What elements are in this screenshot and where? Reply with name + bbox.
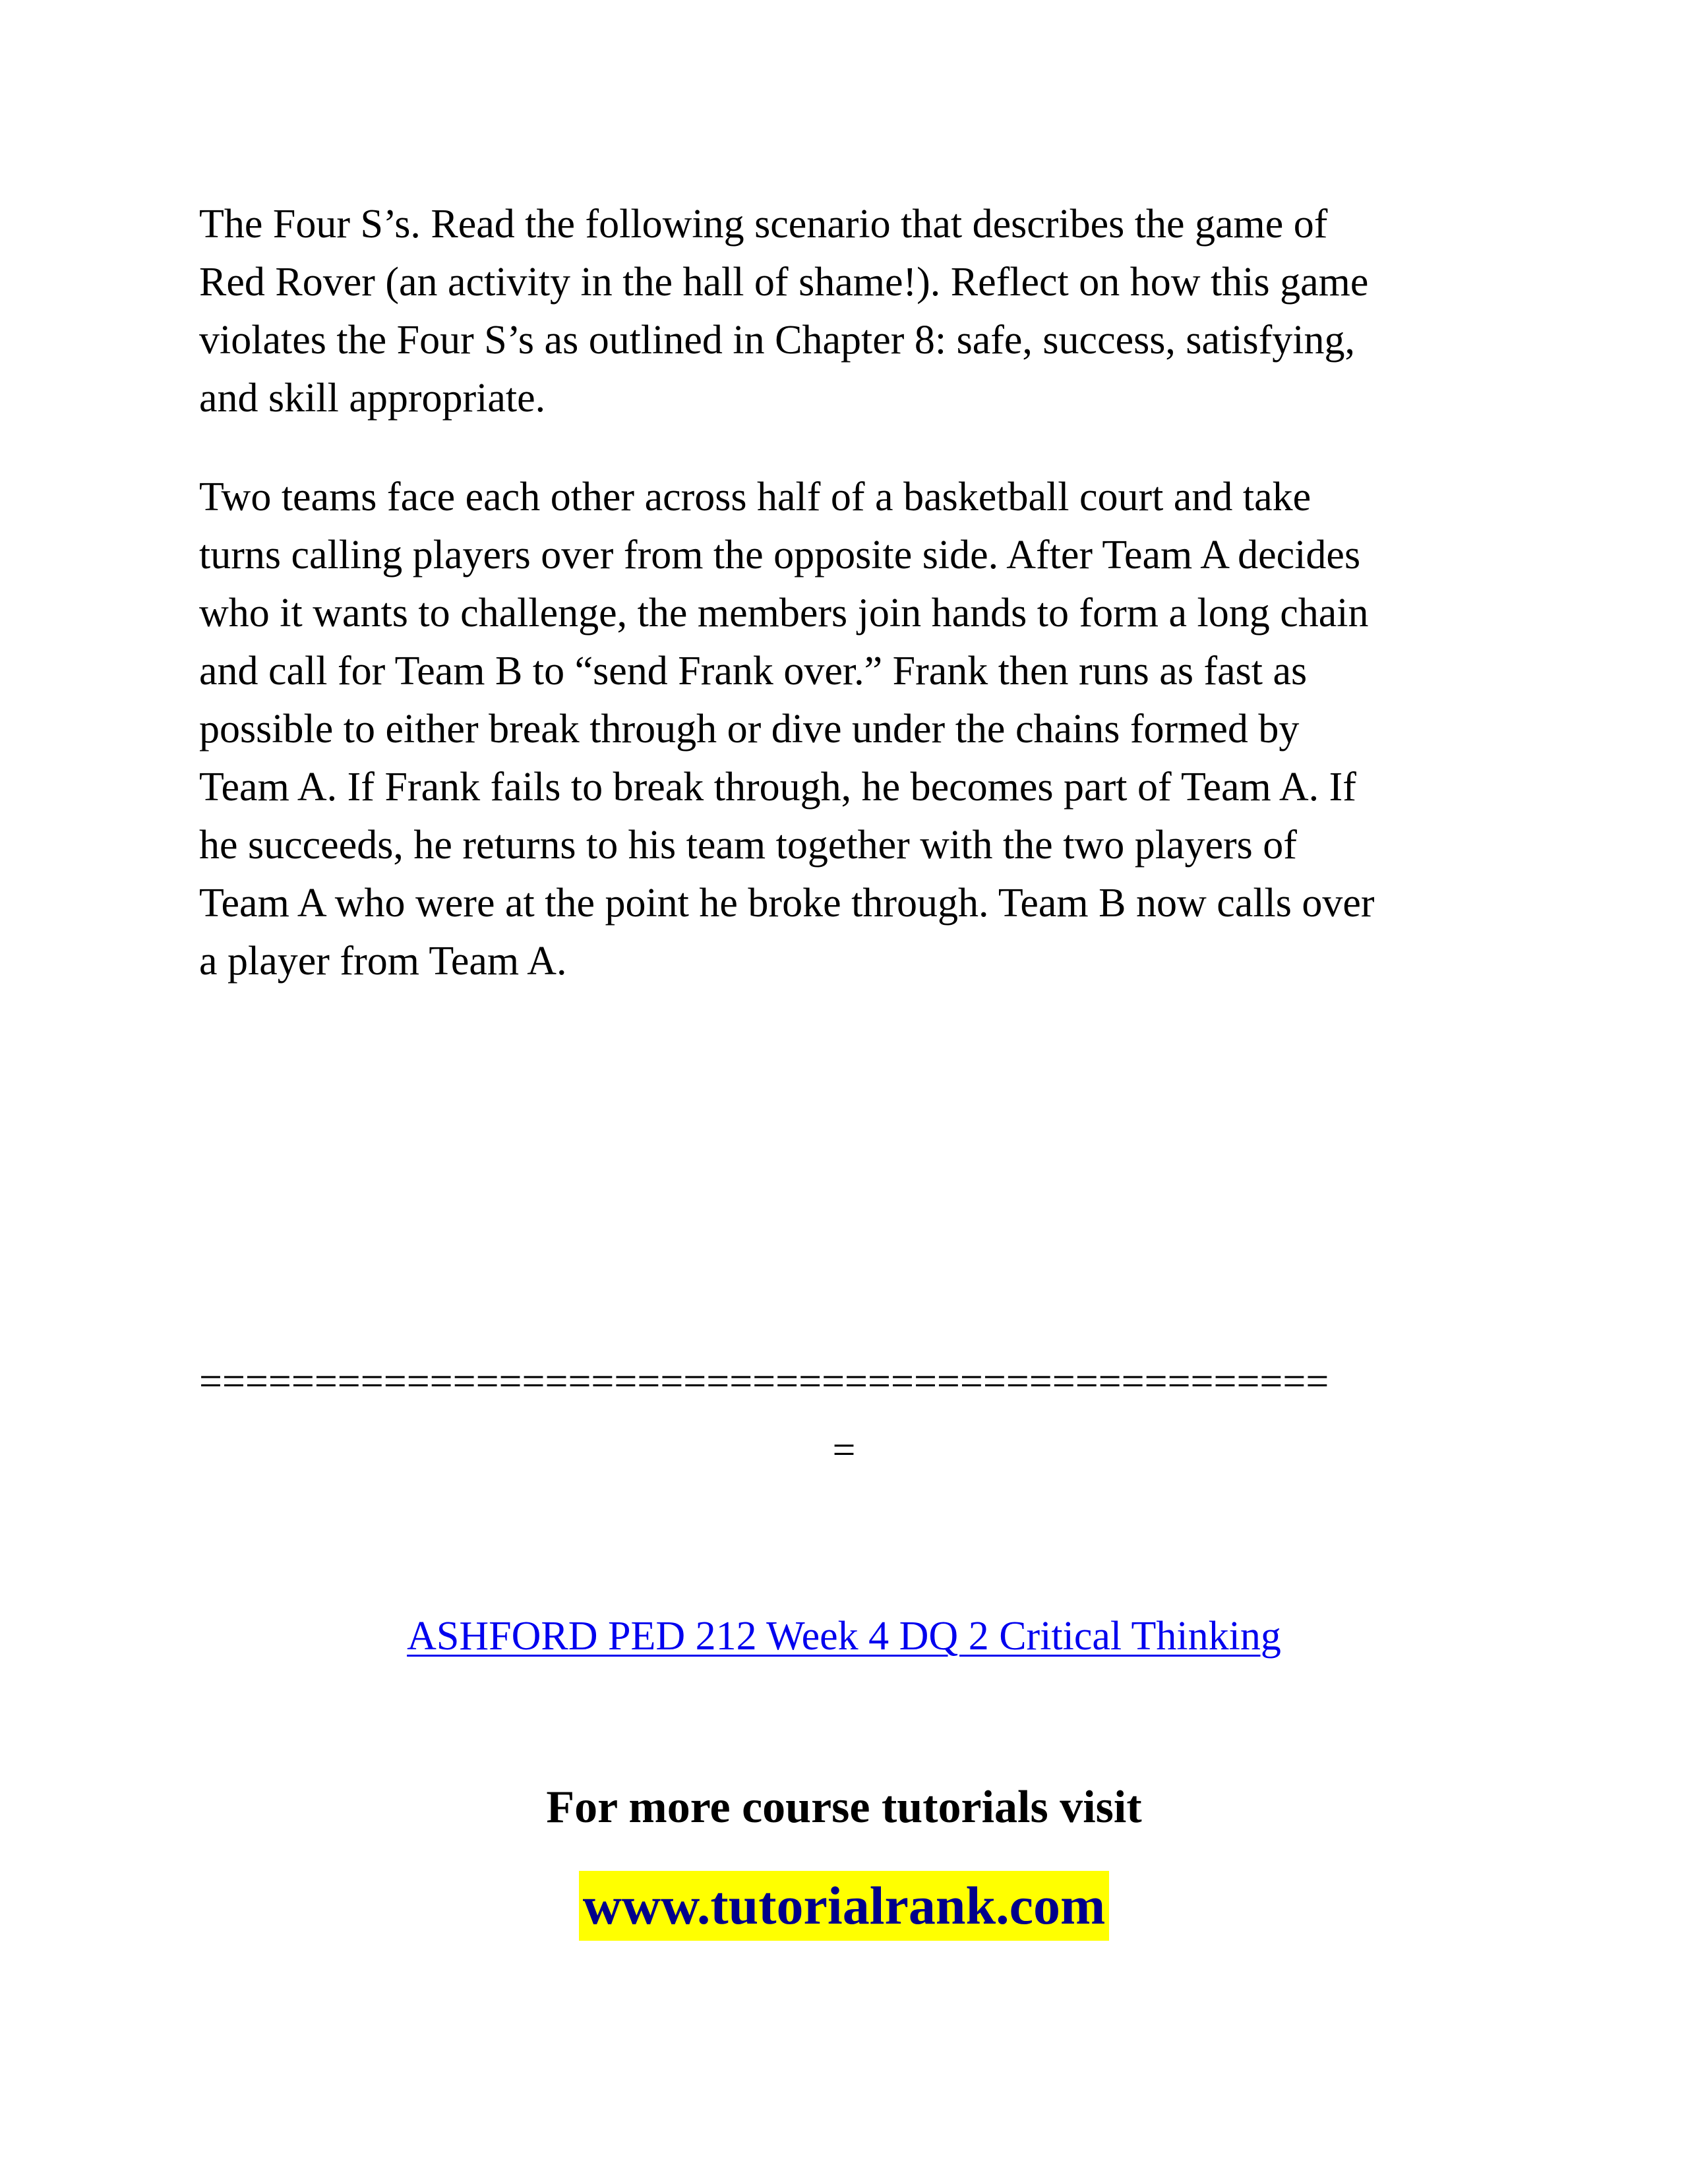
- paragraph-line: Red Rover (an activity in the hall of shame!). Reflect on how this game: [199, 260, 1369, 305]
- paragraph-line: Two teams face each other across half of a basketball court and take: [199, 475, 1311, 519]
- paragraph-line: he succeeds, he returns to his team together with the two players of: [199, 823, 1297, 868]
- promo-heading: For more course tutorials visit: [546, 1782, 1142, 1833]
- paragraph-line: Team A. If Frank fails to break through, he becomes part of Team A. If: [199, 765, 1356, 810]
- promo-url[interactable]: www.tutorialrank.com: [579, 1871, 1110, 1941]
- paragraph-line: turns calling players over from the opposite side. After Team A decides: [199, 533, 1361, 577]
- separator-end: =: [832, 1428, 856, 1473]
- scenario-paragraph: [199, 468, 1492, 990]
- paragraph-line: and skill appropriate.: [199, 376, 546, 421]
- paragraph-line: Team A who were at the point he broke through. Team B now calls over: [199, 881, 1375, 926]
- paragraph-line: a player from Team A.: [199, 939, 567, 984]
- paragraph-line: and call for Team B to “send Frank over.” Frank then runs as fast as: [199, 649, 1308, 694]
- intro-paragraph: [199, 195, 1492, 427]
- paragraph-line: possible to either break through or dive under the chains formed by: [199, 707, 1300, 752]
- paragraph-line: violates the Four S’s as outlined in Chapter 8: safe, success, satisfying,: [199, 318, 1355, 363]
- separator-line: =================================================: [199, 1359, 1329, 1404]
- paragraph-line: who it wants to challenge, the members join hands to form a long chain: [199, 591, 1369, 635]
- promo-url-container: [0, 1871, 1688, 1941]
- course-link[interactable]: ASHFORD PED 212 Week 4 DQ 2 Critical Thinking: [407, 1614, 1281, 1659]
- course-link-container: [0, 1607, 1688, 1665]
- paragraph-line: The Four S’s. Read the following scenario that describes the game of: [199, 202, 1328, 247]
